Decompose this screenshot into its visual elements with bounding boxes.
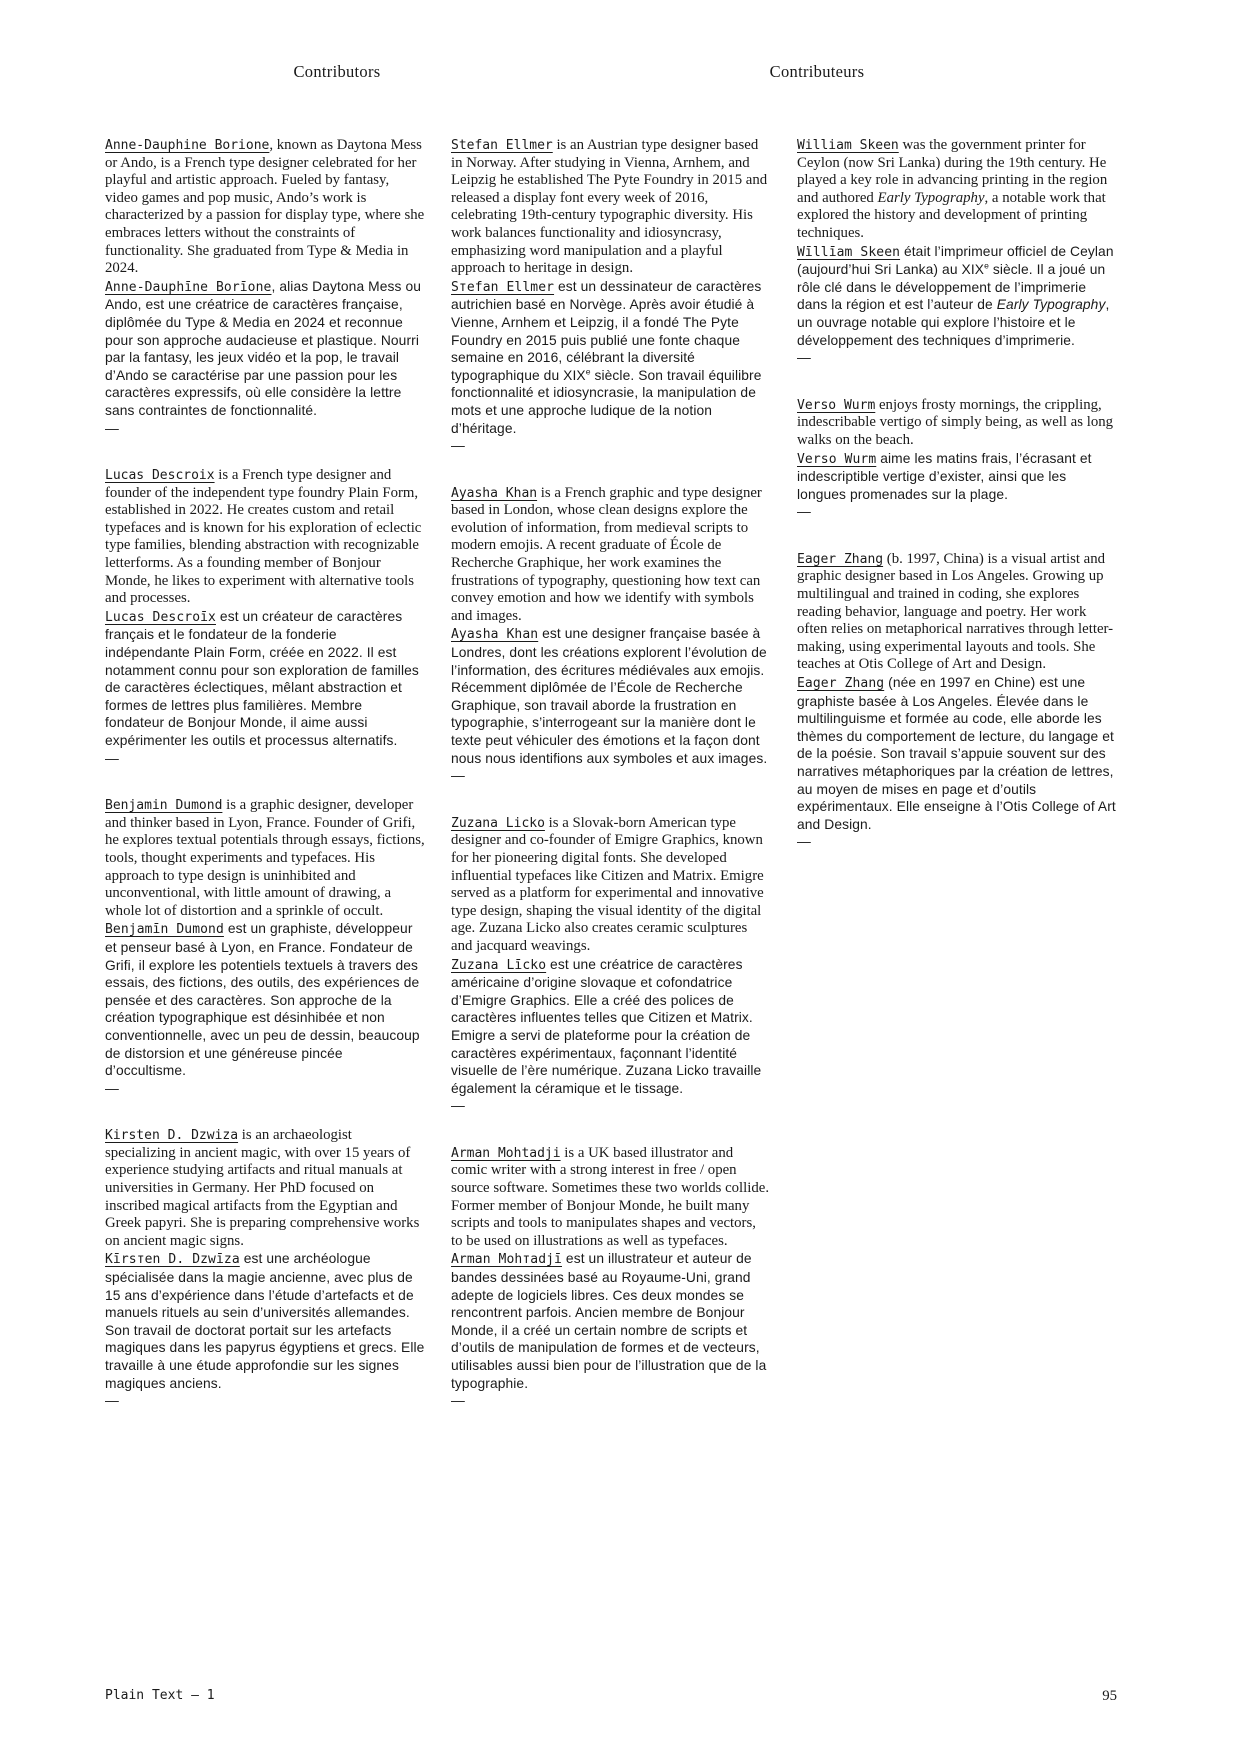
bio-text-segment: enjoys frosty mornings, the crippling, indescribable vertigo of simply being, as well as long walks on the beach. bbox=[797, 396, 1114, 448]
bio-text-segment: is a French type designer and founder of the independent type foundry Plain Form, established in 2022. He creates custom and retail typefaces and is known for his exploration of eclectic type families, blending abstraction with recognizable letterforms. As a founding member of Bonjour Monde, he likes to experiment with alternative tools and processes. bbox=[105, 467, 422, 607]
contributor-name-en: Eager Zhang bbox=[797, 551, 884, 567]
column-3 bbox=[797, 137, 1117, 881]
contributor-entry bbox=[105, 1127, 425, 1410]
bio-text-segment: , alias Daytona Mess ou Ando, est une créatrice de caractères française, diplômée du Type & Media en 2024 et reconnue pour son approche audacieuse et plastique. Nourri par la fantasy, les jeux vidéo et la pop, le travail d’Ando se caractérise par une passion pour les caractères expressifs, où elle considère la lettre sans contraintes de fonctionnalité. bbox=[105, 278, 422, 418]
contributor-entry bbox=[105, 797, 425, 1097]
bio-text-segment: siècle. Son travail équilibre fonctionnalité et idiosyncrasie, la manipulation de mots et une approche ludique de la notion d’héritage. bbox=[451, 367, 762, 436]
contributor-name-en: Arman Mohtadji bbox=[451, 1145, 561, 1161]
bio-text-segment: est un créateur de caractères français et le fondateur de la fonderie indépendante Plain Form, créée en 2022. Il est notamment connu pour son exploration de familles de caractères éclectiques, mêlant abstraction et formes de lettres plus familières. Membre fondateur de Bonjour Monde, il aime aussi expérimenter les outils et processus alternatifs. bbox=[105, 608, 419, 748]
footer-book-title: Plain Text – 1 bbox=[105, 1688, 215, 1703]
contributor-name-fr: Wīllīam Skeen bbox=[797, 244, 901, 260]
bio-text-segment: , a notable work that explored the history and development of printing techniques. bbox=[797, 189, 1106, 241]
italic-work-title: Early Typography bbox=[996, 297, 1106, 313]
bio-french bbox=[105, 920, 425, 1079]
contributor-name-fr: Lucas Descroīx bbox=[105, 609, 216, 625]
contributor-name-en: Stefan Ellmer bbox=[451, 138, 553, 153]
contributor-name-en: Lucas Descroix bbox=[105, 468, 215, 484]
contributor-name-en: Benjamin Dumond bbox=[105, 798, 223, 814]
entry-separator-dash: — bbox=[797, 350, 811, 366]
bio-english bbox=[451, 485, 771, 626]
entry-separator-dash: — bbox=[105, 1393, 119, 1409]
entry-separator-dash: — bbox=[451, 768, 465, 784]
entry-separator-dash: — bbox=[451, 1393, 465, 1409]
contributor-name-en: Ayasha Khan bbox=[451, 485, 538, 501]
contributor-name-fr: Ayasha Khan bbox=[451, 627, 539, 643]
column-2 bbox=[451, 137, 771, 1440]
bio-text-segment: est un graphiste, développeur et penseur basé à Lyon, en France. Fondateur de Grifi, il explore les potentiels textuels à travers des essais, des fictions, des outils, des expériences de pensée et des caractères. Son approche de la création typographique est désinhibée et non conventionnelle, avec un peu de dessin, beaucoup de distorsion et une généreuse pincée d’occultisme. bbox=[105, 921, 420, 1079]
contributor-name-fr: Sтefan Ellmer bbox=[451, 279, 555, 295]
bio-english bbox=[105, 467, 425, 608]
bio-text-segment: est une créatrice de caractères américaine d’origine slovaque et cofondatrice d’Emigre Graphics. Elle a créé des polices de caractères influentes telles que Citizen et Matrix. Emigre a servi de plateforme pour la création de caractères expérimentaux, façonnant l’identité visuelle de l’ère numérique. Zuzana Licko travaille également la céramique et le tissage. bbox=[451, 956, 762, 1096]
contributor-name-fr: Benjamīn Dumond bbox=[105, 922, 224, 938]
contributor-entry bbox=[451, 485, 771, 785]
bio-english bbox=[451, 137, 771, 278]
contributor-entry bbox=[105, 137, 425, 437]
bio-french bbox=[797, 243, 1117, 350]
bio-english bbox=[105, 137, 425, 278]
entry-separator-dash: — bbox=[105, 1080, 119, 1096]
bio-text-segment: is a UK based illustrator and comic writer with a strong interest in free / open source software. Sometimes these two worlds collide. Former member of Bonjour Monde, he built many scripts and tools to manipulates shapes and vectors, to be used on illustrations as well as typefaces. bbox=[451, 1144, 770, 1249]
bio-text-segment: (b. 1997, China) is a visual artist and graphic designer based in Los Angeles. Growing up multilingual and trained in coding, she explores reading behavior, language and poetry. Her work often relies on metaphorical narratives through letter-making, using experimental layouts and tools. She teaches at Otis College of Art and Design. bbox=[797, 550, 1114, 673]
bio-french bbox=[451, 625, 771, 767]
bio-french bbox=[105, 278, 425, 420]
contributor-name-en: Zuzana Licko bbox=[451, 815, 545, 831]
entry-separator-dash: — bbox=[105, 420, 119, 436]
bio-text-segment: is a Slovak-born American type designer and co-founder of Emigre Graphics, known for her pioneering digital fonts. She developed influential typefaces like Citizen and Matrix. Emigre served as a platform for experimental and innovative type design, shaping the visual identity of the digital age. Zuzana Licko also creates ceramic sculptures and jacquard weavings. bbox=[451, 814, 764, 954]
ordinal-superscript: e bbox=[585, 366, 591, 377]
contributor-entry bbox=[451, 137, 771, 455]
contributor-name-fr: Kīrsтen D. Dzwīza bbox=[105, 1252, 240, 1268]
bio-french bbox=[451, 278, 771, 437]
contributor-entry bbox=[451, 1145, 771, 1410]
contributor-name-fr: Verso Wurm bbox=[797, 451, 877, 467]
entry-separator-dash: — bbox=[451, 1098, 465, 1114]
contributor-columns bbox=[105, 137, 1117, 1440]
contributor-entry bbox=[797, 137, 1117, 367]
bio-text-segment: is a graphic designer, developer and thinker based in Lyon, France. Founder of Grifi, he explores textual potentials through essays, fictions, tools, thought experiments and typefaces. His approach to type design is uninhibited and unconventional, with little amount of drawing, a whole lot of distortion and a sprinkle of occult. bbox=[105, 797, 425, 919]
bio-text-segment: est une archéologue spécialisée dans la magie ancienne, avec plus de 15 ans d’expérience dans l’étude d’artefacts et de manuels rituels au sein d’universités allemandes. Son travail de doctorat portait sur les artefacts magiques dans les papyrus égyptiens et grecs. Elle travaille à une étude approfondie sur les signes magiques anciens. bbox=[105, 1251, 425, 1391]
contributor-name-fr: Anne-Dauphīne Borīone bbox=[105, 279, 272, 295]
contributor-name-en: Verso Wurm bbox=[797, 397, 876, 413]
bio-french bbox=[451, 956, 771, 1098]
bio-english bbox=[451, 815, 771, 956]
bio-english bbox=[797, 397, 1117, 450]
contributor-name-fr: Zuzana Līcko bbox=[451, 957, 547, 973]
contributor-entry bbox=[797, 397, 1117, 521]
contributor-name-en: Kirsten D. Dzwiza bbox=[105, 1128, 239, 1144]
contributor-name-en: Anne-Dauphine Borione bbox=[105, 138, 270, 153]
bio-english bbox=[797, 551, 1117, 674]
bio-english bbox=[797, 137, 1117, 243]
bio-text-segment: aime les matins frais, l’écrasant et indescriptible vertige d’exister, ainsi que les longues promenades sur la plage. bbox=[797, 450, 1092, 502]
entry-separator-dash: — bbox=[451, 438, 465, 454]
bio-text-segment: , un ouvrage notable qui explore l’histoire et le développement des techniques d’imprimerie. bbox=[797, 297, 1110, 348]
contributor-name-en: William Skeen bbox=[797, 138, 899, 153]
bio-english bbox=[105, 1127, 425, 1250]
bio-text-segment: is a French graphic and type designer based in London, whose clean designs explore the evolution of information, from medieval scripts to modern emojis. A recent graduate of École de Recherche Graphique, her work examines the frustrations of typography, questioning how text can convey emotion and how we identify with symbols and images. bbox=[451, 484, 762, 624]
bio-text-segment: was the government printer for Ceylon (now Sri Lanka) during the 19th century. He played a key role in advancing printing in the region and authored bbox=[797, 137, 1108, 206]
entry-separator-dash: — bbox=[797, 504, 811, 520]
bio-french bbox=[105, 608, 425, 750]
page-title-english: Contributors bbox=[293, 62, 381, 81]
bio-french bbox=[451, 1250, 771, 1392]
bio-text-segment: siècle. Il a joué un rôle clé dans le développement de l’imprimerie dans la région et est l’auteur de bbox=[797, 262, 1106, 313]
contributor-entry bbox=[451, 815, 771, 1115]
bio-english bbox=[105, 797, 425, 920]
page-number: 95 bbox=[1102, 1688, 1117, 1704]
bio-text-segment: is an archaeologist specializing in ancient magic, with over 15 years of experience studying artifacts and ritual manuals at universities in Germany. Her PhD focused on inscribed magical artifacts from the Egyptian and Greek papyri. She is preparing comprehensive works on ancient magic signs. bbox=[105, 1127, 420, 1249]
bio-text-segment: est un dessinateur de caractères autrichien basé en Norvège. Après avoir étudié à Vienne, Arnhem et Leipzig, il a fondé The Pyte Foundry en 2015 puis publié une fonte chaque semaine en 2016, célébrant la diversité typographique du XIX bbox=[451, 278, 762, 383]
ordinal-superscript: e bbox=[984, 260, 989, 271]
contributor-entry bbox=[105, 467, 425, 767]
entry-separator-dash: — bbox=[105, 750, 119, 766]
contributor-name-fr: Arman Mohтadjī bbox=[451, 1252, 562, 1268]
entry-separator-dash: — bbox=[797, 834, 811, 850]
page-title-french: Contributeurs bbox=[769, 62, 865, 81]
bio-text-segment: (née en 1997 en Chine) est une graphiste basée à Los Angeles. Élevée dans le multilinguisme et formée au code, elle aborde les thèmes du comportement de lecture, du langage et de la poésie. Son travail s’appuie souvent sur des narratives métaphoriques par la création de lettres, au moyen de mises en page et d’outils expérimentaux. Elle enseigne à l’Otis College of Art and Design. bbox=[797, 675, 1116, 832]
bio-french bbox=[797, 450, 1117, 504]
bio-text-segment: est une designer française basée à Londres, dont les créations explorent l’évolution de l’information, des écritures médiévales aux emojis. Récemment diplômée de l’École de Recherche Graphique, son travail aborde la frustration en typographie, s’interrogeant sur la manière dont le texte peut véhiculer des émotions et la façon dont nous nous identifions aux symboles et aux images. bbox=[451, 626, 768, 766]
bio-text-segment: est un illustrateur et auteur de bandes dessinées basé au Royaume-Uni, grand adepte de logiciels libres. Ces deux mondes se rencontrent parfois. Ancien membre de Bonjour Monde, il a créé un certain nombre de scripts et d’outils de manipulation de formes et de vecteurs, utilisables aussi bien pour de l’illustration que de la typographie. bbox=[451, 1251, 767, 1391]
bio-text-segment: is an Austrian type designer based in Norway. After studying in Vienna, Arnhem, and Leipzig he established The Pyte Foundry in 2015 and released a display font every week of 2016, celebrating 19th-century typographic diversity. His work balances functionality and idiosyncrasy, emphasizing word manipulation and a playful approach to heritage in design. bbox=[451, 137, 768, 277]
bio-english bbox=[451, 1145, 771, 1251]
contributor-name-fr: Eager Zhang bbox=[797, 676, 885, 692]
column-1 bbox=[105, 137, 425, 1440]
contributor-entry bbox=[797, 551, 1117, 851]
italic-work-title: Early Typography bbox=[877, 189, 985, 206]
bio-french bbox=[105, 1250, 425, 1392]
bio-text-segment: , known as Daytona Mess or Ando, is a French type designer celebrated for her playful and artistic approach. Fueled by fantasy, video games and pop music, Ando’s work is characterized by a passion for display type, where she embraces letters without the constraints of functionality. She graduated from Type & Media in 2024. bbox=[105, 137, 425, 277]
bio-french bbox=[797, 674, 1117, 833]
bio-text-segment: était l’imprimeur officiel de Ceylan (aujourd’hui Sri Lanka) au XIX bbox=[797, 243, 1114, 278]
